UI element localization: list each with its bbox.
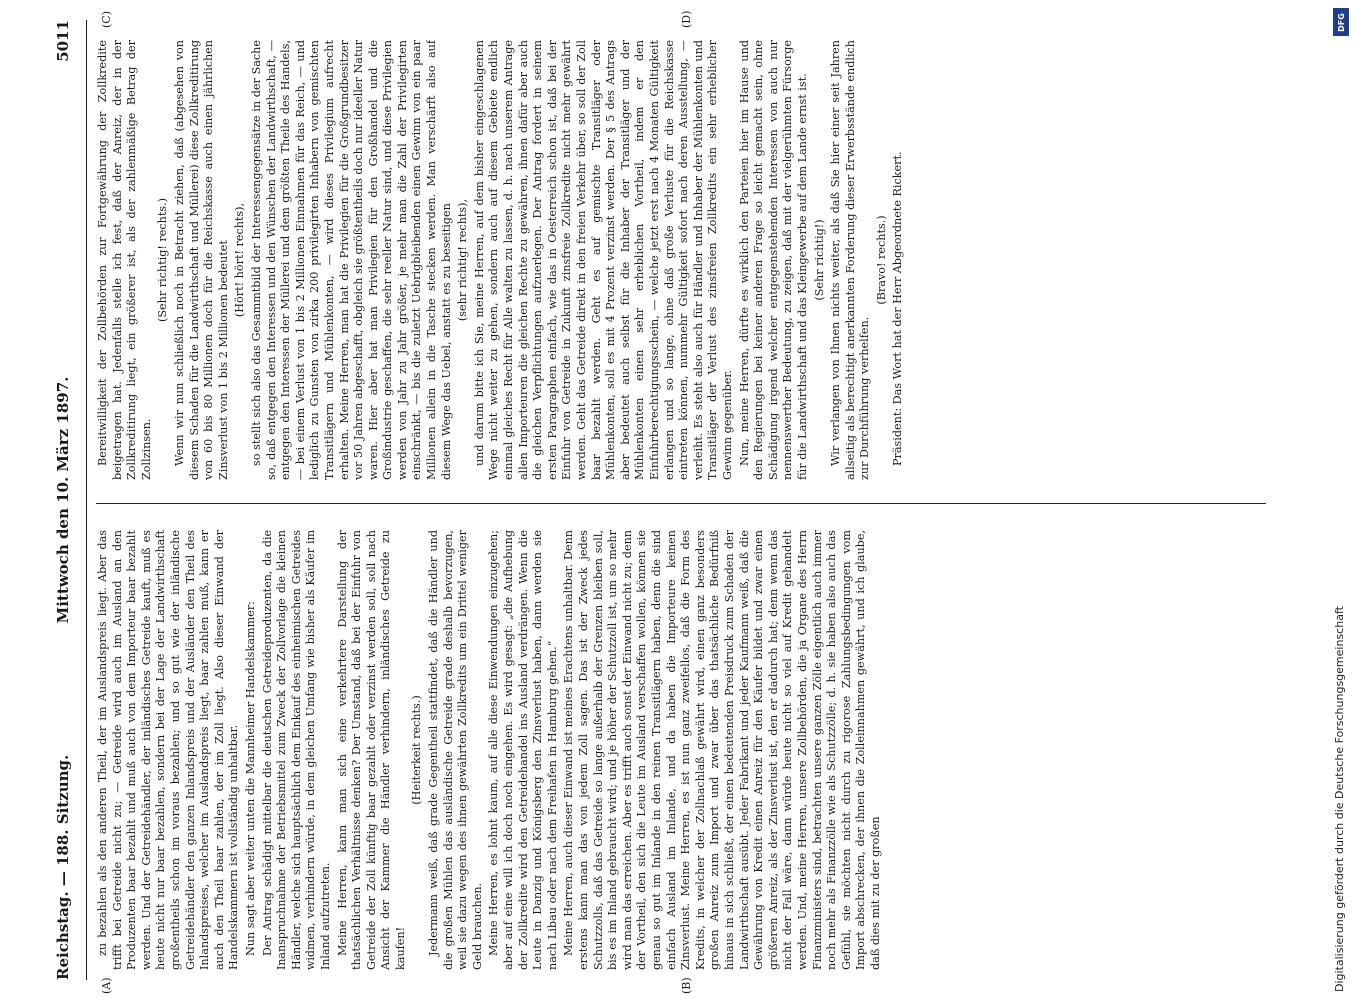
header-left: Reichstag. — 188. Sitzung.: [54, 754, 72, 980]
page-header: [54, 20, 84, 980]
interjection: (Hört! hört! rechts),: [233, 202, 247, 318]
interjection: (Sehr richtig! rechts.): [156, 197, 170, 323]
margin-marker-d: (D): [680, 10, 693, 28]
interjection: (Sehr richtig!): [812, 219, 826, 301]
margin-marker-b: (B): [680, 977, 693, 994]
digitization-note-text: Digitalisierung gefördert durch die Deutsche Forschungsgemeinschaft: [1333, 606, 1346, 992]
left-text-column: [96, 530, 1276, 970]
paragraph: so stellt sich also das Gesammtbild der Interessengegensätze in der Sache so, daß entgegen den Interessen und den Wünschen der Landwirthschaft, — entgegen den Interessen der Müllerei und dem größten Theile des Handels, — bei einem Verlust von 1 bis 2 Millionen Einnahmen für das Reich, — und lediglich zu Gunsten von zirka 200 privilegirten Inhabern von gemischten Transitlägern und Mühlenkonten, — wird dieses Privilegium aufrecht erhalten. Meine Herren, man hat die Privilegien für die Großgrundbesitzer vor 50 Jahren abgeschafft, obgleich sie größtentheils doch nur ideeller Natur waren. Hier aber hat man Privilegien für den Großhandel und die Großindustrie geschaffen, die sehr reeller Natur sind, und diese Privilegien werden von Jahr zu Jahr größer, je mehr man die Zahl der Privilegirten einschränkt, — bis die zuletzt Uebrigbleibenden einen Gewinn von ein paar Millionen allein in die Tasche stecken werden. Man verschärft also auf diesem Wege das Uebel, anstatt es zu beseitigen: [249, 40, 453, 480]
digitization-note: [1331, 8, 1349, 992]
dfg-logo: [1333, 8, 1349, 36]
interjection: (Heiterkeit rechts.): [410, 695, 424, 805]
dfg-logo-text: DFG: [1336, 12, 1346, 32]
margin-marker-a: (A): [100, 977, 113, 994]
paragraph: Meine Herren, kann man sich eine verkehrtere Darstellung der thatsächlichen Verhältnisse denken? Der Umstand, daß bei der Einfuhr von Getreide der Zoll künftig baar gezahlt oder verzinst werden soll, soll nach Ansicht der Kammer die Händler verhindern, inländisches Getreide zu kaufen!: [335, 530, 407, 970]
paragraph: Präsident: Das Wort hat der Herr Abgeordnete Rickert.: [891, 151, 905, 466]
paragraph: Wir verlangen von Ihnen nichts weiter, als daß Sie hier einer seit Jahren allseitig als berechtigt anerkannten Forderung dieser Erwerbsstände endlich zur Durchführung verhelfen.: [829, 40, 872, 480]
interjection: (Bravo! rechts.): [874, 215, 888, 305]
paragraph: Meine Herren, es lohnt kaum, auf alle diese Einwendungen einzugehen; aber auf eine will ich doch noch eingehen. Es wird gesagt: „die Aufhebung der Zollkredite wird den Getreidehandel ins Ausland verdrängen. Wenn die Leute in Danzig und Königsberg den Zinsverlust haben, dann werden sie nach Libau oder nach dem Freihafen in Hamburg gehen.“: [487, 530, 559, 970]
paragraph: und darum bitte ich Sie, meine Herren, auf dem bisher eingeschlagenen Wege nicht weiter zu gehen, sondern auch auf diesem Gebiete endlich einmal gleiches Recht für Alle walten zu lassen, d. h. nach unserem Antrage allen Importeuren die gleichen Rechte zu gewähren, ihnen dafür aber auch die gleichen Verpflichtungen aufzuerlegen. Der Antrag fordert in seinem ersten Paragraphen einfach, wie das in Oesterreich schon ist, daß bei der Einfuhr von Getreide in Zukunft zinsfreie Zollkredite nicht mehr gewährt werden. Geht das Getreide direkt in den freien Verkehr über, so soll der Zoll baar bezahlt werden. Geht es auf gemischte Transitläger oder Mühlenkonten, soll es mit 4 Prozent verzinst werden. Der § 5 des Antrags aber bedeutet auch selbst für die Inhaber der Transitläger und der Mühlenkonten einen sehr erheblichen Vortheil, indem er den Einfuhrberechtigungsschein, — welche jetzt erst nach 4 Monaten Gültigkeit erlangen und so lange, ohne daß große Verluste für die Reichskasse eintreten können, nummehr Gültigkeit sofort nach deren Ausstellung, — verleiht. Es steht also auch für Händler und Inhaber der Mühlenkonten und Transitläger der Verlust des zinsfreien Zollkredits ein sehr erheblicher Gewinn gegenüber.: [472, 40, 734, 480]
paragraph: Jedermann weiß, daß grade Gegentheil stattfindet, daß die Händler und die großen Mühlen das ausländische Getreide grade deshalb bevorzugen, weil sie dazu wegen des ihnen gewährten Zollkredits um ein Drittel weniger Geld brauchen.: [427, 530, 484, 970]
margin-marker-c: (C): [100, 11, 113, 28]
paragraph: Meine Herren, auch dieser Einwand ist meines Erachtens unhaltbar. Denn erstens kann man das von jedem Zoll sagen. Das ist der Zweck jedes Schutzzolls, daß das Getreide so lange außerhalb der Grenzen bleiben soll, bis es im Inland gebraucht wird; und je höher der Schutzzoll ist, um so mehr wird man das erreichen. Aber es trifft auch sonst der Einwand nicht zu; denn der Vortheil, den sich die Leute im Ausland verschaffen wollen, können sie genau so gut im Inlande in den reinen Transitlägern haben, denn die sind einfach Ausland im Inlande, und da haben die Importeure keinen Zinsverlust. Meine Herren, es ist nun ganz zweifellos, daß die Form des Kredits, in welcher der Zollnachlaß gewährt wird, einen ganz besonders großen Anreiz zum Import und zwar über das thatsächliche Bedürfniß hinaus in sich schließt, der einen bedeutenden Preisdruck zum Schaden der Landwirthschaft ausübt. Jeder Fabrikant und jeder Kaufmann weiß, daß die Gewährung von Kredit einen Anreiz für den Käufer bildet und zwar einen größeren Anreiz, als der Zinsverlust ist, den er dadurch hat; denn wenn das nicht der Fall wäre, dann würde heute nicht so viel auf Kredit gehandelt werden. Und, meine Herren, unsere Zollbehörden, die ja Organe des Herrn Finanzministers sind, betrachten unsere ganzen Zölle eigentlich auch immer noch mehr als Finanzzölle wie als Schutzzölle; d. h. sie haben also auch das Gefühl, sie möchten nicht durch zu rigorose Zahlungsbedingungen vom Import abschrecken, der ihnen die Zolleinnahmen gewährt, und ich glaube, daß dies mit zu der großen: [562, 530, 882, 970]
paragraph: zu bezahlen als den anderen Theil, der im Auslandspreis liegt. Aber das trifft bei Getreide nicht zu; — Getreide wird auch im Ausland an den Produzenten baar bezahlt und muß auch von dem Importeur baar bezahlt werden. Und der Getreidehändler, der inländisches Getreide kauft, muß es heute nicht nur baar bezahlen, sondern bei der Lage der Landwirthschaft großentheils schon im voraus bezahlen; und so gut wie der inländische Getreidehändler den ganzen Inlandspreis und der Ausländer den Theil des Inlandspreises, welcher im Auslandspreis liegt, baar zahlen muß, kann er auch den Theil baar zahlen, der im Zoll liegt. Also dieser Einwand der Handelskammern ist vollständig unhaltbar.: [96, 530, 241, 970]
quotation: Der Antrag schädigt mittelbar die deutschen Getreideproduzenten, da die Inanspruchnahme der Betriebsmittel zum Zweck der Zollvorlage die kleinen Händler, welche sich hauptsächlich dem Einkauf des einheimischen Getreides widmen, verhindern würde, in dem gleichen Umfang wie bisher als Käufer im Inland aufzutreten.: [260, 530, 332, 970]
paragraph: Bereitwilligkeit der Zollbehörden zur Fortgewährung der Zollkredite beigetragen hat. Jedenfalls stelle ich fest, daß der Anreiz, der in der Zollkreditirung liegt, ein größerer ist, als der zahlenmäßige Betrag der Zollzinsen.: [96, 40, 153, 480]
paragraph: Nun sagt aber weiter unten die Mannheimer Handelskammer:: [243, 601, 257, 956]
right-text-column: [96, 40, 1276, 480]
header-date: Mittwoch den 10. März 1897.: [54, 376, 72, 624]
paragraph: Nun, meine Herren, dürfte es wirklich den Parteien hier im Hause und den Regierungen bei keiner anderen Frage so leicht gemacht sein, ohne Schädigung irgend welcher entgegenstehenden Interessen von auch nur nennenswerther Bedeutung, zu zeigen, daß mit der vielgerühmten Fürsorge für die Landwirthschaft und das Kleingewerbe auf dem Lande ernst ist.: [737, 40, 809, 480]
interjection: (sehr richtig! rechts),: [456, 198, 470, 322]
rotated-newspaper-page: [40, 0, 1300, 1000]
column-divider: [96, 503, 1266, 504]
page-number: 5011: [54, 20, 72, 62]
paragraph: Wenn wir nun schließlich noch in Betracht ziehen, daß (abgesehen von diesem Schaden für die Landwirthschaft und Müllerei) diese Zollkreditirung von 60 bis 80 Millionen doch für die Reichskasse auch einen jährlichen Zinsverlust von 1 bis 2 Millionen bedeutet: [172, 40, 230, 480]
header-rule: [86, 20, 87, 980]
